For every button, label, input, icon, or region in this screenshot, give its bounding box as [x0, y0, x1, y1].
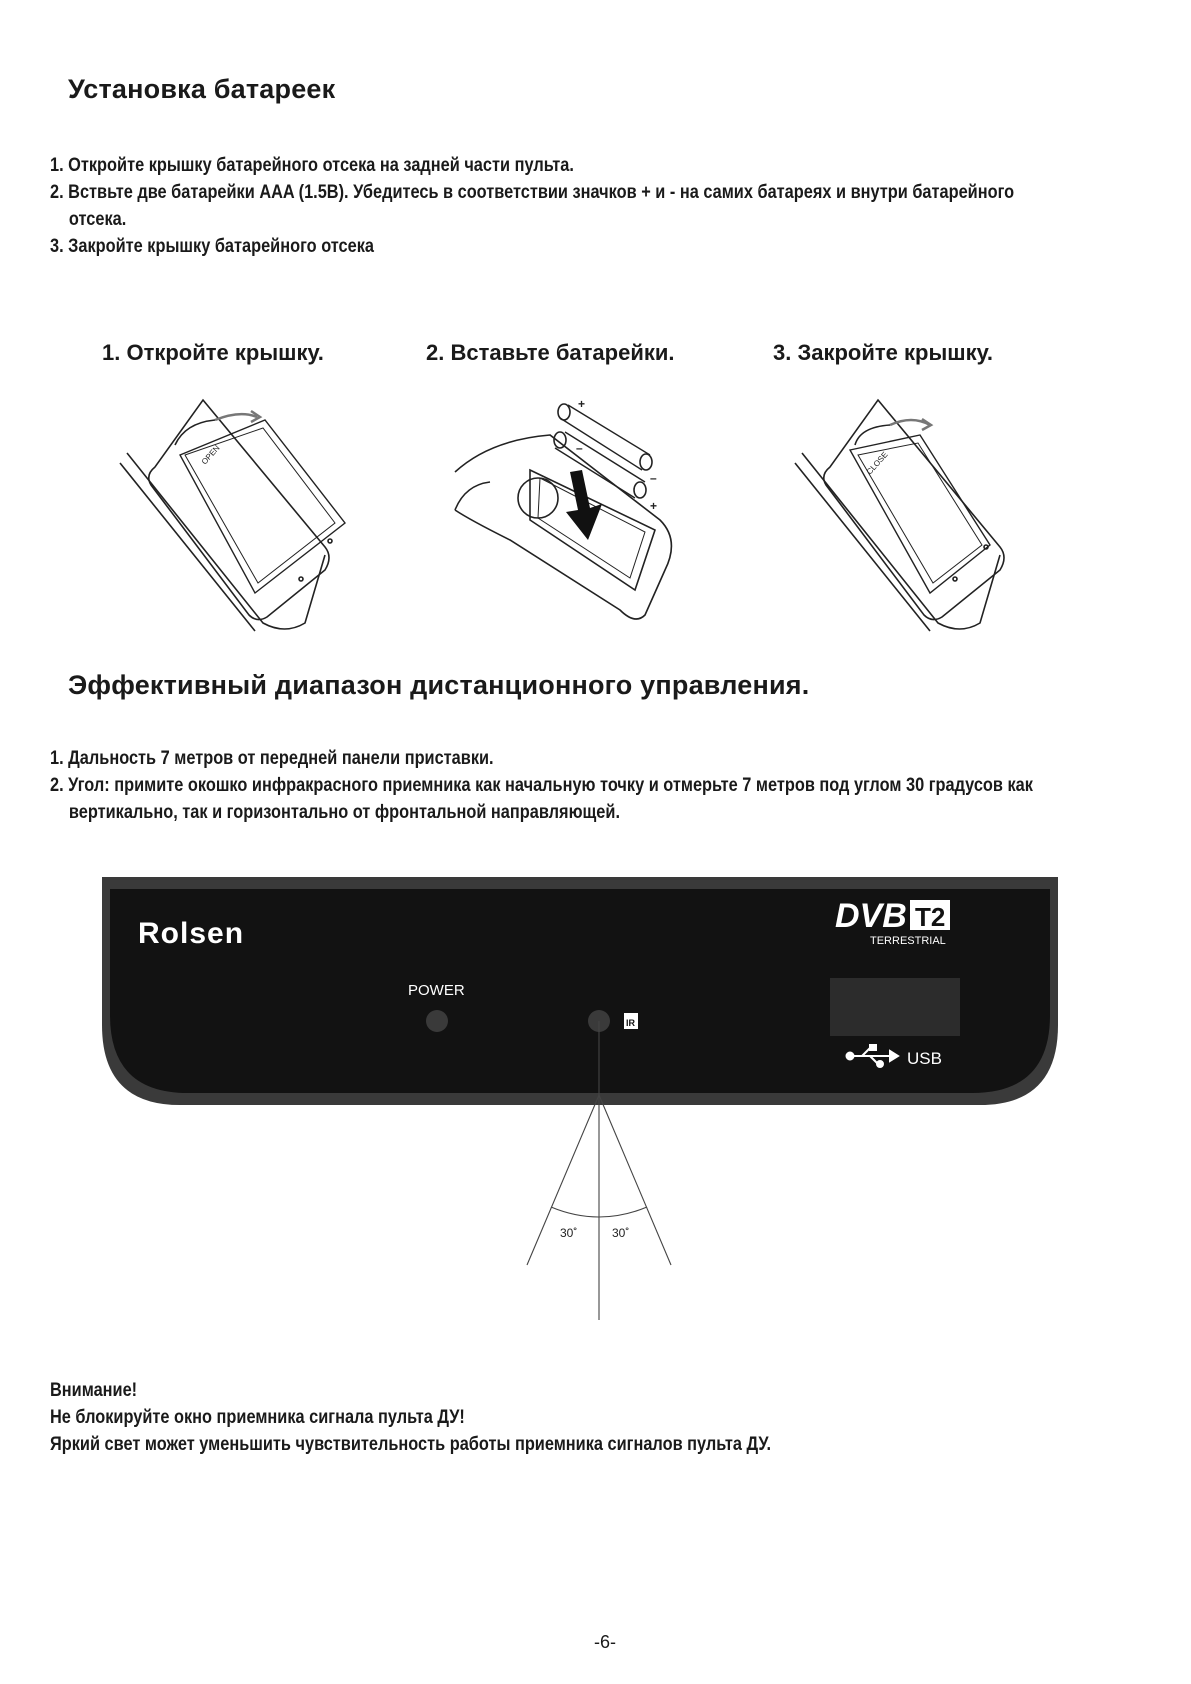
- arrow-down-icon: [566, 470, 602, 540]
- range-instructions: [50, 745, 1033, 826]
- warning-line: Яркий свет может уменьшить чувствительность работы приемника сигналов пульта ДУ.: [50, 1434, 772, 1455]
- remote-close-cover-illustration: [790, 395, 1030, 635]
- section-title-range: Эффективный диапазон дистанционного управления.: [68, 670, 810, 700]
- list-item: 1. Дальность 7 метров от передней панели приставки.: [50, 748, 494, 769]
- minus-sign: –: [576, 441, 583, 455]
- power-indicator: [426, 1010, 448, 1032]
- list-item: 1. Откройте крышку батарейного отсека на задней части пульта.: [50, 155, 574, 176]
- warning-block: [50, 1377, 771, 1458]
- minus-sign: –: [650, 471, 657, 485]
- brand-logo: Rolsen: [138, 917, 245, 950]
- plus-sign: +: [578, 400, 586, 411]
- angle-label-left: 30˚: [560, 1226, 578, 1240]
- list-item: 3. Закройте крышку батарейного отсека: [50, 236, 374, 257]
- page-number: -6-: [594, 1632, 616, 1652]
- list-item: 2. Вствьте две батарейки AAA (1.5В). Убедитесь в соответствии значков + и - на самих батареях и внутри батарейного: [50, 182, 1015, 203]
- receiver-front-panel-diagram: [100, 875, 1060, 1325]
- svg-text:IR: IR: [626, 1018, 635, 1028]
- display-window: [830, 978, 960, 1036]
- usb-label: USB: [907, 1049, 942, 1068]
- section-title-batteries: Установка батареек: [68, 74, 336, 104]
- step-caption-close: 3. Закройте крышку.: [773, 340, 994, 365]
- close-label: CLOSE: [864, 450, 890, 477]
- angle-label-right: 30˚: [612, 1226, 630, 1240]
- battery-instructions: [50, 152, 1014, 260]
- step-caption-insert: 2. Вставьте батарейки.: [426, 340, 675, 365]
- warning-line: Не блокируйте окно приемника сигнала пульта ДУ!: [50, 1407, 465, 1428]
- remote-open-cover-illustration: [115, 395, 355, 635]
- svg-text:DVB: DVB: [835, 897, 907, 935]
- step-caption-open: 1. Откройте крышку.: [102, 340, 324, 365]
- remote-insert-batteries-illustration: [450, 400, 710, 630]
- warning-title: Внимание!: [50, 1380, 138, 1401]
- svg-text:TERRESTRIAL: TERRESTRIAL: [870, 935, 946, 947]
- svg-text:T2: T2: [915, 902, 946, 932]
- open-label: OPEN: [199, 443, 222, 467]
- plus-sign: +: [650, 499, 658, 513]
- list-item: 2. Угол: примите окошко инфракрасного приемника как начальную точку и отмерьте 7 метров под углом 30 градусов как: [50, 775, 1033, 796]
- list-item: отсека.: [68, 209, 127, 230]
- power-label: POWER: [408, 982, 465, 999]
- list-item: вертикально, так и горизонтально от фронтальной направляющей.: [68, 802, 620, 823]
